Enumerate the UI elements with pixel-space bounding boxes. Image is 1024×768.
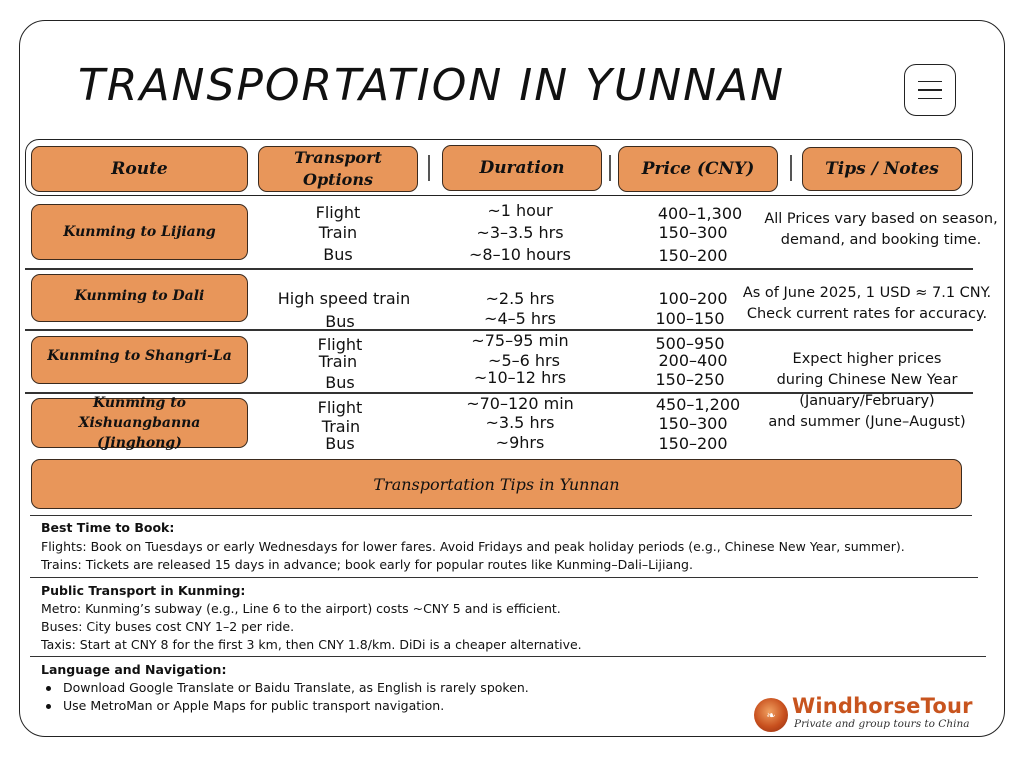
price-cell: 150–200 bbox=[658, 246, 728, 265]
price-cell: 450–1,200 bbox=[655, 395, 741, 414]
route-kunming-xishuangbanna bbox=[31, 395, 248, 451]
route-kunming-lijiang bbox=[31, 204, 248, 260]
note-line: All Prices vary based on season, bbox=[764, 211, 998, 227]
header-options-line1: Transport bbox=[294, 148, 382, 167]
booking-flights-tip: Flights: Book on Tuesdays or early Wednesdays for lower fares. Avoid Fridays and peak holiday periods (e.g., Chinese New Year, summer). bbox=[41, 539, 905, 554]
header-tips bbox=[802, 147, 962, 191]
tips-banner bbox=[31, 459, 962, 509]
option-cell: Train bbox=[318, 223, 358, 242]
duration-cell: ~1 hour bbox=[487, 201, 553, 220]
option-cell: Flight bbox=[317, 335, 363, 354]
price-cell: 200–400 bbox=[658, 351, 728, 370]
language-maps-tip: Use MetroMan or Apple Maps for public transport navigation. bbox=[63, 698, 445, 713]
header-options-line2: Options bbox=[303, 170, 373, 189]
price-cell: 150–300 bbox=[658, 223, 728, 242]
note-line: during Chinese New Year bbox=[776, 372, 958, 388]
bullet-icon bbox=[46, 686, 51, 691]
route-kunming-dali bbox=[31, 274, 248, 322]
language-translate-tip: Download Google Translate or Baidu Translate, as English is rarely spoken. bbox=[63, 680, 529, 695]
header-price bbox=[618, 146, 778, 192]
note-line: Check current rates for accuracy. bbox=[746, 306, 988, 322]
language-section-title: Language and Navigation: bbox=[41, 662, 227, 677]
header-separator bbox=[609, 155, 611, 181]
price-cell: 100–200 bbox=[658, 289, 728, 308]
header-tips-label: Tips / Notes bbox=[825, 159, 939, 179]
tips-banner-label: Transportation Tips in Yunnan bbox=[373, 474, 620, 494]
option-cell: Flight bbox=[317, 398, 363, 417]
booking-section-title: Best Time to Book: bbox=[41, 520, 175, 535]
page-title: TRANSPORTATION IN YUNNAN bbox=[78, 60, 786, 111]
booking-trains-tip: Trains: Tickets are released 15 days in advance; book early for popular routes like Kunming–Dali–Lijiang. bbox=[41, 557, 693, 572]
bullet-icon bbox=[46, 704, 51, 709]
option-cell: Train bbox=[321, 417, 361, 436]
option-cell: Bus bbox=[325, 434, 355, 453]
note-prices-vary bbox=[755, 209, 1007, 251]
menu-icon-bar bbox=[918, 98, 942, 100]
note-line: and summer (June–August) bbox=[768, 414, 966, 430]
route-label-line1: Kunming to Xishuangbanna bbox=[78, 395, 201, 431]
menu-icon-bar bbox=[918, 81, 942, 83]
duration-cell: ~3–3.5 hrs bbox=[476, 223, 564, 242]
transit-taxis-tip: Taxis: Start at CNY 8 for the first 3 km, then CNY 1.8/km. DiDi is a cheaper alternative. bbox=[41, 637, 582, 652]
header-duration bbox=[442, 145, 602, 191]
price-cell: 150–250 bbox=[655, 370, 725, 389]
note-line: As of June 2025, 1 USD ≈ 7.1 CNY. bbox=[742, 285, 992, 301]
price-cell: 400–1,300 bbox=[657, 204, 743, 223]
header-separator bbox=[790, 155, 792, 181]
header-route bbox=[31, 146, 248, 192]
header-route-label: Route bbox=[111, 159, 168, 179]
section-divider bbox=[30, 577, 978, 578]
route-kunming-shangri-la bbox=[31, 336, 248, 384]
note-peak-season bbox=[756, 349, 978, 433]
transit-buses-tip: Buses: City buses cost CNY 1–2 per ride. bbox=[41, 619, 295, 634]
duration-cell: ~2.5 hrs bbox=[485, 289, 555, 308]
header-duration-label: Duration bbox=[479, 158, 565, 178]
route-label: Kunming to Shangri-La bbox=[47, 348, 232, 364]
header-price-label: Price (CNY) bbox=[641, 159, 755, 179]
duration-cell: ~75–95 min bbox=[471, 331, 569, 350]
windhorse-logo-icon: ❧ bbox=[754, 698, 788, 732]
duration-cell: ~5–6 hrs bbox=[488, 351, 560, 370]
duration-cell: ~9hrs bbox=[495, 433, 545, 452]
price-cell: 500–950 bbox=[655, 334, 725, 353]
note-line: (January/February) bbox=[799, 393, 935, 409]
logo-tagline: Private and group tours to China bbox=[794, 718, 970, 730]
route-label-line2: (Jinghong) bbox=[97, 435, 182, 451]
note-line: demand, and booking time. bbox=[780, 232, 982, 248]
section-divider bbox=[30, 656, 986, 657]
note-exchange-rate bbox=[738, 283, 996, 325]
header-transport-options bbox=[258, 146, 418, 192]
duration-cell: ~10–12 hrs bbox=[473, 368, 567, 387]
header-separator bbox=[428, 155, 430, 181]
menu-icon-bar bbox=[918, 89, 942, 91]
windhorse-logo[interactable] bbox=[754, 694, 976, 733]
section-divider bbox=[30, 515, 972, 516]
route-label: Kunming to Lijiang bbox=[63, 224, 216, 240]
transit-section-title: Public Transport in Kunming: bbox=[41, 583, 246, 598]
row-divider bbox=[25, 268, 973, 270]
option-cell: Bus bbox=[323, 245, 353, 264]
note-line: Expect higher prices bbox=[792, 351, 942, 367]
transit-metro-tip: Metro: Kunming’s subway (e.g., Line 6 to the airport) costs ~CNY 5 and is efficient. bbox=[41, 601, 561, 616]
price-cell: 100–150 bbox=[655, 309, 725, 328]
option-cell: Flight bbox=[315, 203, 361, 222]
duration-cell: ~3.5 hrs bbox=[485, 413, 555, 432]
logo-name: WindhorseTour bbox=[792, 694, 973, 718]
option-cell: Bus bbox=[325, 312, 355, 331]
duration-cell: ~4–5 hrs bbox=[484, 309, 556, 328]
duration-cell: ~8–10 hours bbox=[468, 245, 571, 264]
price-cell: 150–200 bbox=[658, 434, 728, 453]
route-label: Kunming to Dali bbox=[74, 288, 205, 304]
option-cell: Bus bbox=[325, 373, 355, 392]
option-cell: High speed train bbox=[277, 289, 411, 308]
menu-button[interactable] bbox=[904, 64, 956, 116]
price-cell: 150–300 bbox=[658, 414, 728, 433]
duration-cell: ~70–120 min bbox=[466, 394, 574, 413]
option-cell: Train bbox=[318, 352, 358, 371]
